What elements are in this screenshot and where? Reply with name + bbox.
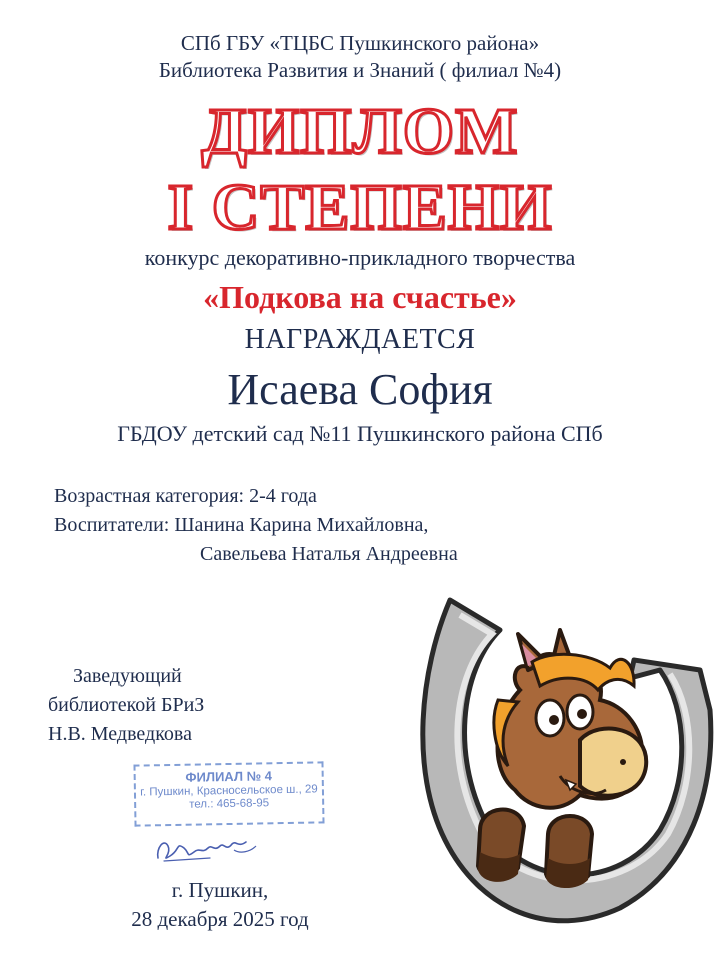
diploma-title-line-2: I СТЕПЕНИ [167,171,553,244]
diploma-title-line-1: ДИПЛОМ [201,95,519,168]
city: г. Пушкин, [171,878,269,902]
signatory-block [48,662,204,749]
organization-line-1: СПб ГБУ «ТЦБС Пушкинского района» [180,31,540,55]
winner-name: Исаева София [227,365,493,414]
signatory-title: Заведующий [73,665,182,687]
teachers-line-1: Воспитатели: Шанина Карина Михайловна, [54,514,429,536]
award-details [54,482,458,569]
winner-institution: ГБДОУ детский сад №11 Пушкинского района СПб [117,421,603,446]
contest-name: «Подкова на счастье» [203,279,517,315]
award-date: 28 декабря 2025 год [131,907,309,931]
age-category: Возрастная категория: 2-4 года [54,485,317,507]
stamp-line-3: тел.: 465-68-95 [189,797,270,811]
stamp-line-2: г. Пушкин, Красносельское ш., 29 [140,783,318,799]
place-and-date [90,876,350,934]
organization-header [0,30,720,84]
organization-line-2: Библиотека Развития и Знаний ( филиал №4) [158,58,562,82]
awarded-label: НАГРАЖДАЕТСЯ [244,324,476,355]
signatory-name: Н.В. Медведкова [48,723,192,745]
horseshoe-horse-icon [420,590,720,935]
stamp-line-1: ФИЛИАЛ № 4 [185,768,273,785]
teachers-line-2: Савельева Наталья Андреевна [200,543,458,565]
library-stamp [133,761,324,826]
signatory-position: библиотекой БРиЗ [48,694,205,716]
signature-icon [150,828,260,868]
contest-type: конкурс декоративно-прикладного творчества [144,245,576,270]
